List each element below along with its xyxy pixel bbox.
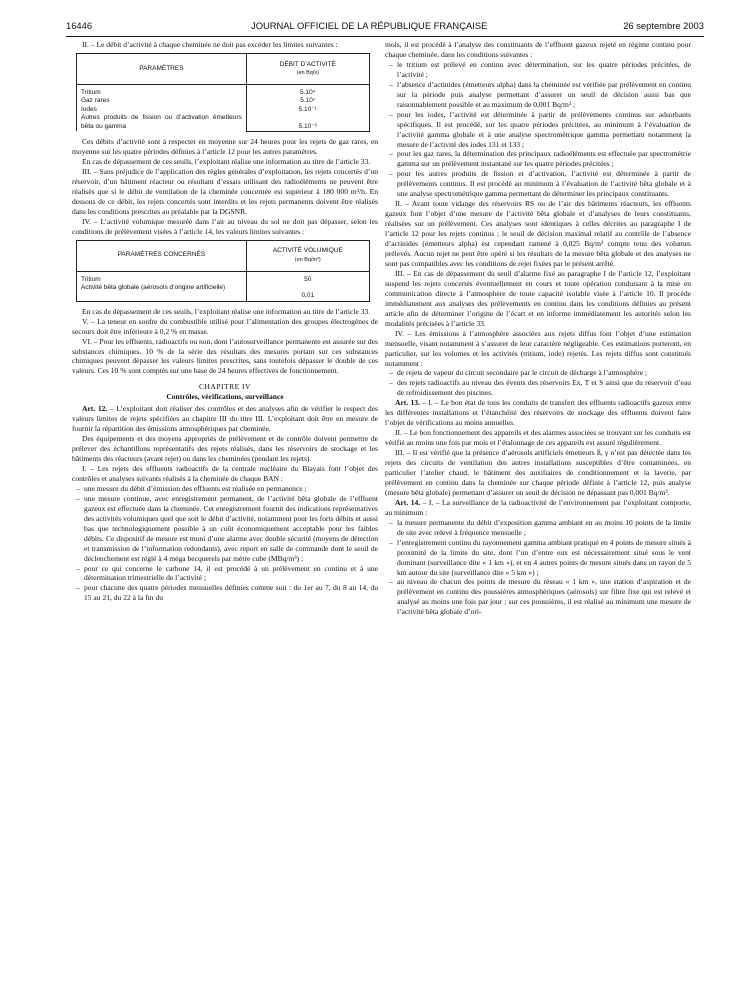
- article-14: Art. 14. – I. – La surveillance de la radioactivité de l’environnement par l’exploitant comporte, au minimum :: [385, 497, 691, 517]
- table2-header-parameters: PARAMÈTRES CONCERNÉS: [77, 240, 247, 271]
- list-item: – la mesure permanente du débit d’exposition gamma ambiant en au moins 10 points de la limite de site avec relevé à fréquence mensuelle ;: [385, 518, 691, 538]
- table1-header-parameters: PARAMÈTRES: [77, 53, 247, 84]
- paragraph-respect: Ces débits d’activité sont à respecter en moyenne sur 24 heures pour les rejets de gaz rares, en moyenne sur les quatre périodes définies à l’article 12 pour les autres paramètres.: [72, 136, 378, 156]
- table1-header-activity: DÉBIT D’ACTIVITÉ (en Bq/s): [246, 53, 369, 84]
- paragraph-13-iii: III. – Il est vérifié que la présence d’aérosols artificiels émetteurs ß, γ n’est pas détectée dans les rejets des circuits de ventilation des autres installations susceptibles d’être contaminées, en particulier l’atelier chaud, le bâtiment des auxiliaires de conditionnement et la laverie, par prélèvement en continu dans la cheminée sur chaque période définie à l’article 12, puis analyse (mesure bêta globale) permettant d’assurer un seuil de décision ne dépassant pas 0,001 Bq/m³.: [385, 448, 691, 497]
- table1-values: 5.10⁴ 5.10⁷ 5.10⁻¹ 5.10⁻²: [246, 84, 369, 131]
- paragraph-continued: mois, il est procédé à l’analyse des constituants de l’effluent gazeux rejeté en régime continu pour chaque cheminée, dans les conditions suivantes :: [385, 40, 691, 59]
- paragraph-equipment: Des équipements et des moyens appropriés de prélèvement et de contrôle doivent permettre de prélever des échantillons représentatifs des rejets réalisés, dans les réservoirs de stockage et les bâtiments des réacteurs (avant rejet) ou dans les cheminées (pendant les rejets).: [72, 434, 378, 464]
- article-13: Art. 13. – I. – Le bon état de tous les conduits de transfert des effluents radioactifs gazeux entre les différentes installations et l’étanchéité des réservoirs de stockage des effluents doivent faire l’objet de vérifications au moins annuelles.: [385, 398, 692, 428]
- paragraph-iii: III. – En cas de dépassement du seuil d’alarme fixé au paragraphe I de l’article 12, l’exploitant suspend les rejets concertés éventuellement en cours et toute opération conduisant à la mise en communication directe à l’atmosphère de toute capacité isolable visée à l’article 10. Il procède immédiatement aux analyses des prélèvements en continu dans les conditions définies au présent article afin de déterminer l’origine de l’écart et en informe immédiatement les autorités selon les modalités précisées à l’article 33.: [385, 268, 691, 328]
- list-item: – de rejets de vapeur du circuit secondaire par le circuit de décharge à l’atmosphère ;: [385, 368, 691, 378]
- table-volumic-activity: [76, 240, 370, 302]
- list-item: – au niveau de chacun des points de mesure du réseau « 1 km », une station d’aspiration et de prélèvement en continu des poussières atmosphériques (aérosols) sur filtre fixe qui est relevé et analysé au moins une fois par jour ; sur ces poussières, il est réalisé au minimum une mesure de l’activité bêta globale d’ori-: [385, 577, 691, 617]
- list-item: – pour les autres produits de fission et d’activation, l’activité est déterminée à partir de prélèvements continus. Il est procédé au minimum à l’évaluation de l’activité bêta globale et à une analyse spectrométrique gamma permettant de déterminer les principaux constituants.: [385, 169, 691, 199]
- paragraph-iii: III. – Sans préjudice de l’application des règles générales d’exploitation, les rejets concertés d’un réservoir, d’un bâtiment réacteur ou résultant d’essais utilisant des radioéléments ne peuvent être réalisés que si le débit de ventilation de la cheminée concernée est supérieur à 180 000 m³/h. En dessous de ce débit, les rejets concertés sont interdits et les rejets permanents doivent être réalisés dans les conditions prescrites au préalable par la DGSNR.: [72, 166, 378, 216]
- paragraph-13-ii: II. – Le bon fonctionnement des appareils et des alarmes associées se trouvant sur les conduits est vérifié au moins une fois par mois et l’étalonnage de ces appareils est assuré régulièrement.: [385, 428, 691, 448]
- table1-params: Tritium Gaz rares Iodes Autres produits de fission ou d’activation émetteurs bêta ou gamma: [77, 84, 247, 131]
- paragraph-ii: II. – Avant toute vidange des réservoirs RS ou de l’air des bâtiments réacteurs, les effluents gazeux font l’objet d’une mesure de l’activité bêta globale et d’analyses de leurs constituants, réalisées sur un prélèvement. Ces analyses sont identiques à celles décrites au paragraphe I de l’article 12 pour les rejets continus ; le seuil de décision maximal relatif au contrôle de l’absence d’actinides (émetteurs alpha) est cependant ramené à 0,025 Bq/m³ compte tenu des volumes prélevés. Aucun rejet ne peut être opéré si les résultats de la mesure bêta globale et des analyses ne sont pas compatibles avec les conditions de rejet fixées par le présent arrêté.: [385, 199, 691, 268]
- list-controls: [72, 484, 378, 603]
- table2-header-activity: ACTIVITÉ VOLUMIQUE (en Bq/m³): [246, 240, 369, 271]
- list-diffuse: [385, 368, 691, 398]
- paragraph-ii: II. – Le débit d’activité à chaque cheminée ne doit pas excéder les limites suivantes :: [82, 40, 338, 49]
- paragraph-depassement-2: En cas de dépassement de ces seuils, l’exploitant réalise une information au titre de l’article 33.: [82, 306, 371, 316]
- article-12: Art. 12. – L’exploitant doit réaliser des contrôles et des analyses afin de vérifier le respect des valeurs limites de rejets spécifiées au chapitre III du titre III. L’exploitant doit être en mesure de fournir la répartition des émissions atmosphériques par cheminée.: [72, 404, 378, 434]
- paragraph-iv: IV. – L’activité volumique mesurée dans l’air au niveau du sol ne doit pas dépasser, selon les conditions de prélèvement visées à l’article 14, les valeurs limites suivantes :: [72, 216, 378, 236]
- list-analyses: [385, 60, 691, 199]
- chapter-heading: CHAPITRE IV: [199, 382, 251, 392]
- table-activity-flow: [76, 53, 370, 132]
- paragraph-depassement-1: En cas de dépassement de ces seuils, l’exploitant réalise une information au titre de l’article 33.: [82, 156, 371, 166]
- left-column: [72, 40, 378, 603]
- list-item: – des rejets radioactifs au niveau des évents des réservoirs Ex, T et S ainsi que du réservoir d’eau de refroidissement des piscines.: [385, 378, 691, 398]
- list-item: – l’enregistrement continu du rayonnement gamma ambiant pratiqué en 4 points de mesure situés à proximité de la limite du site, dont l’un d’entre eux est nécessairement situé sous le vent dominant (surveillance dite « 1 km »), et en 4 autres points de mesure situés dans un rayon de 5 km autour du site (surveillance dite « 5 km ») ;: [385, 538, 691, 578]
- table2-params: Tritium Activité bêta globale (aérosols d’origine artificielle): [77, 271, 247, 301]
- list-item: – l’absence d’actinides (émetteurs alpha) dans la cheminée est vérifiée par prélèvement en continu sur la période puis analyse permettant d’assurer un seuil de décision aussi bas que raisonnablement possible et au maximum de 0,001 Bq/m³ ;: [385, 80, 691, 110]
- right-column: [385, 40, 691, 617]
- list-surveillance: [385, 518, 691, 618]
- paragraph-v: V. – La teneur en soufre du combustible utilisé pour l’alimentation des groupes électrogènes de secours doit être inférieure à 0,2 % en masse.: [72, 316, 378, 336]
- list-item: – une mesure continue, avec enregistrement permanent, de l’activité bêta globale de l’effluent gazeux est effectuée dans la cheminée. Cet enregistrement fournit des indications représentatives des activités volumiques quel que soit le débit d’activité, notamment pour les forts débits et aussi bas que technologiquement possible à un coût économiquement acceptable pour les faibles débits. Ce dispositif de mesure est muni d’une alarme avec double sécurité (moyens de détection et transmission de l’information redondants), avec report en salle de commande dont le seuil de déclenchement est réglé à 4 méga becquerels par mètre cube (MBq/m³) ;: [72, 494, 378, 564]
- list-item: – le tritium est prélevé en continu avec détermination, sur les quatre périodes précitées, de l’activité ;: [385, 60, 691, 80]
- journal-title: JOURNAL OFFICIEL DE LA RÉPUBLIQUE FRANÇAISE: [251, 20, 488, 31]
- paragraph-i: I. – Les rejets des effluents radioactifs de la centrale nucléaire du Blayais font l’objet des contrôles et analyses suivants réalisés à la cheminée de chaque BAN :: [72, 464, 378, 483]
- chapter-title: Contrôles, vérifications, surveillance: [166, 392, 284, 402]
- list-item: – pour ce qui concerne le carbone 14, il est procédé à un prélèvement en continu et à une détermination trimestrielle de l’activité ;: [72, 564, 378, 584]
- header-rule: [66, 36, 704, 37]
- list-item: – pour les iodes, l’activité est déterminée à partir de prélèvements continus sur adsorbants spécifiques. Il est procédé, sur les quatre périodes précitées, au minimum à l’évaluation de l’activité gamma globale et à une analyse spectrométrique gamma permettant notamment la mesure de l’activité des iodes 131 et 133 ;: [385, 110, 691, 150]
- paragraph-iv: IV. – Les émissions à l’atmosphère associées aux rejets diffus font l’objet d’une estimation mensuelle, visant notamment à s’assurer de leur caractère négligeable. Ces estimations porteront, en particulier, sur les volumes et les activités (tritium, iode) rejetés. Les rejets diffus sont constitués notamment :: [385, 328, 691, 368]
- page-number: 16446: [66, 20, 93, 31]
- page-header: [66, 20, 704, 34]
- list-item: – pour chacune des quatre périodes mensuelles définies comme suit : du 1er au 7, du 8 au 14, du 15 au 21, du 22 à la fin du: [72, 583, 378, 603]
- table2-values: 50 0,01: [246, 271, 369, 301]
- paragraph-vi: VI. – Pour les effluents, radioactifs ou non, dont l’autosurveillance permanente est assurée sur des substances chimiques, 10 % de la série des résultats des mesures portant sur ces substances chimiques peuvent dépasser les valeurs limites prescrites, sans toutefois dépasser le double de ces valeurs. Ces 10 % sont comptés sur une base de 24 heures effectives de fonctionnement.: [72, 336, 378, 376]
- list-item: – pour les gaz rares, la détermination des principaux radioéléments est effectuée par spectrométrie gamma sur un prélèvement instantané sur les quatre périodes précitées ;: [385, 149, 691, 169]
- list-item: – une mesure du débit d’émission des effluents est réalisée en permanence ;: [72, 484, 378, 494]
- issue-date: 26 septembre 2003: [623, 20, 704, 31]
